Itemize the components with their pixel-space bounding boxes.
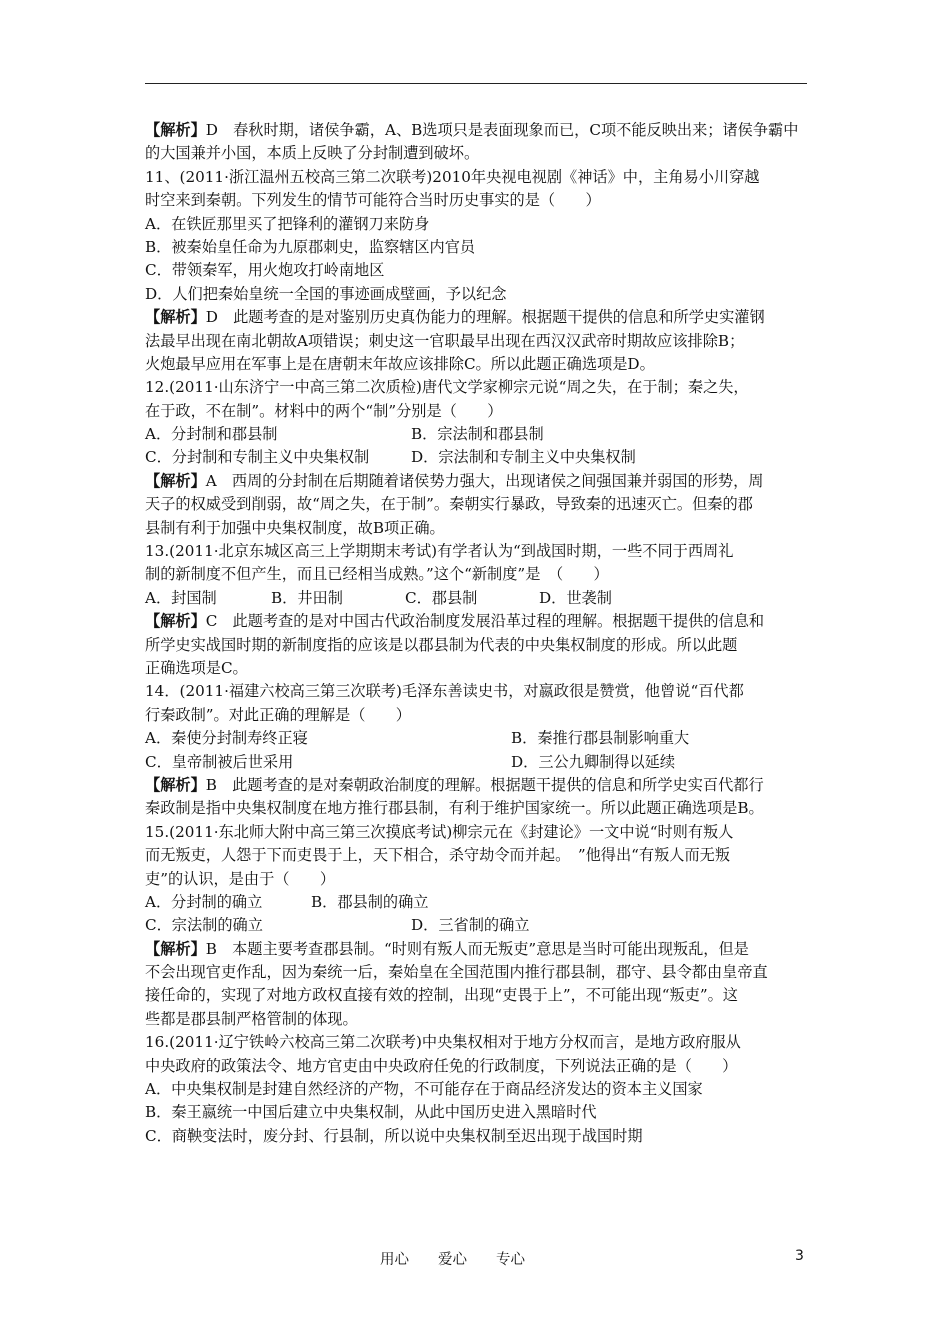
answer-line — [145, 470, 810, 493]
option-line: B．被秦始皇任命为九原郡刺史，监察辖区内官员 — [145, 237, 476, 256]
option-line: D．人们把秦始皇统一全国的事迹画成壁画，予以纪念 — [145, 284, 507, 303]
answer-text: D 此题考查的是对鉴别历史真伪能力的理解。根据题干提供的信息和所学史实灌钢 — [205, 308, 765, 327]
option: D．宗法制和专制主义中央集权制 — [411, 448, 636, 467]
answer-text: A 西周的分封制在后期随着诸侯势力强大，出现诸侯之间强国兼并弱国的形势，周 — [205, 471, 764, 490]
option: D．三公九卿制得以延续 — [511, 752, 676, 771]
option-line: A．在铁匠那里买了把锋利的灌钢刀来防身 — [145, 214, 430, 233]
option-row — [145, 727, 810, 750]
footer-motto: 用心 爱心 专心 — [380, 1252, 525, 1268]
answer-continuation: 正确选项是C。 — [145, 658, 248, 677]
answer-continuation: 不会出现官吏作乱，因为秦统一后，秦始皇在全国范围内推行郡县制，郡守、县令都由皇帝直 — [145, 963, 768, 982]
option-row — [145, 914, 810, 937]
answer-line — [145, 119, 810, 142]
answer-label: 【解析】 — [145, 939, 206, 958]
option-row — [145, 423, 810, 446]
answer-continuation: 法最早出现在南北朝故A项错误；刺史这一官职最早出现在西汉汉武帝时期故应该排除B； — [145, 331, 745, 350]
option: B．宗法制和郡县制 — [411, 425, 544, 444]
option-line: C．商鞅变法时，废分封、行县制，所以说中央集权制至迟出现于战国时期 — [145, 1126, 643, 1145]
answer-line — [145, 306, 810, 329]
answer-text: B 本题主要考查郡县制。“时则有叛人而无叛吏”意思是当时可能出现叛乱，但是 — [205, 939, 749, 958]
answer-label: 【解析】 — [145, 612, 206, 631]
page-number: 3 — [795, 1248, 804, 1264]
question-line: 12.(2011·山东济宁一中高三第二次质检)唐代文学家柳宗元说“周之失，在于制；秦之失， — [145, 378, 749, 397]
option-line: A．中央集权制是封建自然经济的产物，不可能存在于商品经济发达的资本主义国家 — [145, 1080, 703, 1099]
option-line: C．带领秦军，用火炮攻打岭南地区 — [145, 261, 385, 280]
option: A．分封制的确立 — [145, 892, 263, 911]
question-line: 时空来到秦朝。下列发生的情节可能符合当时历史事实的是（ ） — [145, 191, 601, 210]
option-line: B．秦王嬴统一中国后建立中央集权制，从此中国历史进入黑暗时代 — [145, 1103, 597, 1122]
answer-continuation: 天子的权威受到削弱，故“周之失，在于制”。秦朝实行暴政，导致秦的迅速灭亡。但秦的郡 — [145, 495, 753, 514]
option: A．分封制和郡县制 — [145, 425, 278, 444]
answer-label: 【解析】 — [145, 471, 206, 490]
option: D．世袭制 — [539, 588, 612, 607]
option-row — [145, 891, 810, 914]
page-footer — [0, 1248, 950, 1272]
option: C．宗法制的确立 — [145, 916, 263, 935]
option: C．分封制和专制主义中央集权制 — [145, 448, 370, 467]
option: B．秦推行郡县制影响重大 — [511, 729, 690, 748]
option-row — [145, 751, 810, 774]
question-line: 中央政府的政策法令、地方官吏由中央政府任免的行政制度，下列说法正确的是（ ） — [145, 1056, 738, 1075]
question-line: 而无叛吏，人怨于下而吏畏于上，天下相合，杀守劫令而并起。 ”他得出“有叛人而无叛 — [145, 846, 731, 865]
option: A．秦使分封制寿终正寝 — [145, 729, 308, 748]
document-body — [145, 119, 810, 1148]
option: B．井田制 — [271, 588, 343, 607]
option: B．郡县制的确立 — [311, 892, 429, 911]
answer-text: B 此题考查的是对秦朝政治制度的理解。根据题干提供的信息和所学史实百代都行 — [205, 775, 764, 794]
question-line: 制的新制度不但产生，而且已经相当成熟。”这个“新制度”是 （ ） — [145, 565, 609, 584]
question-line: 16.(2011·辽宁铁岭六校高三第二次联考)中央集权相对于地方分权而言，是地方政府服从 — [145, 1033, 741, 1052]
answer-line — [145, 610, 810, 633]
question-line: 在于政，不在制”。材料中的两个“制”分别是（ ） — [145, 401, 503, 420]
question-line: 行秦政制”。对此正确的理解是（ ） — [145, 705, 411, 724]
option-row — [145, 446, 810, 469]
answer-label: 【解析】 — [145, 775, 206, 794]
option: C．皇帝制被后世采用 — [145, 752, 294, 771]
answer-continuation: 火炮最早应用在军事上是在唐朝末年故应该排除C。所以此题正确选项是D。 — [145, 354, 655, 373]
answer-label: 【解析】 — [145, 308, 206, 327]
option: A．封国制 — [145, 588, 217, 607]
question-line: 吏”的认识，是由于（ ） — [145, 869, 336, 888]
answer-line — [145, 938, 810, 961]
question-line: 13.(2011·北京东城区高三上学期期末考试)有学者认为“到战国时期，一些不同于西周礼 — [145, 542, 734, 561]
answer-continuation: 的大国兼并小国，本质上反映了分封制遭到破坏。 — [145, 144, 480, 163]
answer-continuation: 些都是郡县制严格管制的体现。 — [145, 1009, 358, 1028]
answer-continuation: 县制有利于加强中央集权制度，故B项正确。 — [145, 518, 445, 537]
header-rule — [145, 83, 807, 84]
answer-text: C 此题考查的是对中国古代政治制度发展沿革过程的理解。根据题干提供的信息和 — [205, 612, 765, 631]
answer-line — [145, 774, 810, 797]
answer-continuation: 所学史实战国时期的新制度指的应该是以郡县制为代表的中央集权制度的形成。所以此题 — [145, 635, 738, 654]
question-line: 15.(2011·东北师大附中高三第三次摸底考试)柳宗元在《封建论》一文中说“时则有叛人 — [145, 822, 734, 841]
option-row — [145, 587, 810, 610]
option: C．郡县制 — [405, 588, 478, 607]
option: D．三省制的确立 — [411, 916, 530, 935]
question-line: 14．(2011·福建六校高三第三次联考)毛泽东善读史书，对嬴政很是赞赏，他曾说“百代都 — [145, 682, 744, 701]
answer-continuation: 秦政制是指中央集权制度在地方推行郡县制，有利于维护国家统一。所以此题正确选项是B。 — [145, 799, 764, 818]
question-line: 11、(2011·浙江温州五校高三第二次联考)2010年央视电视剧《神话》中，主角易小川穿越 — [145, 167, 760, 186]
answer-text: D 春秋时期，诸侯争霸，A、B选项只是表面现象而已，C项不能反映出来；诸侯争霸中 — [205, 121, 799, 139]
answer-continuation: 接任命的，实现了对地方政权直接有效的控制，出现“吏畏于上”，不可能出现“叛吏”。这 — [145, 986, 738, 1005]
answer-label: 【解析】 — [145, 121, 206, 139]
